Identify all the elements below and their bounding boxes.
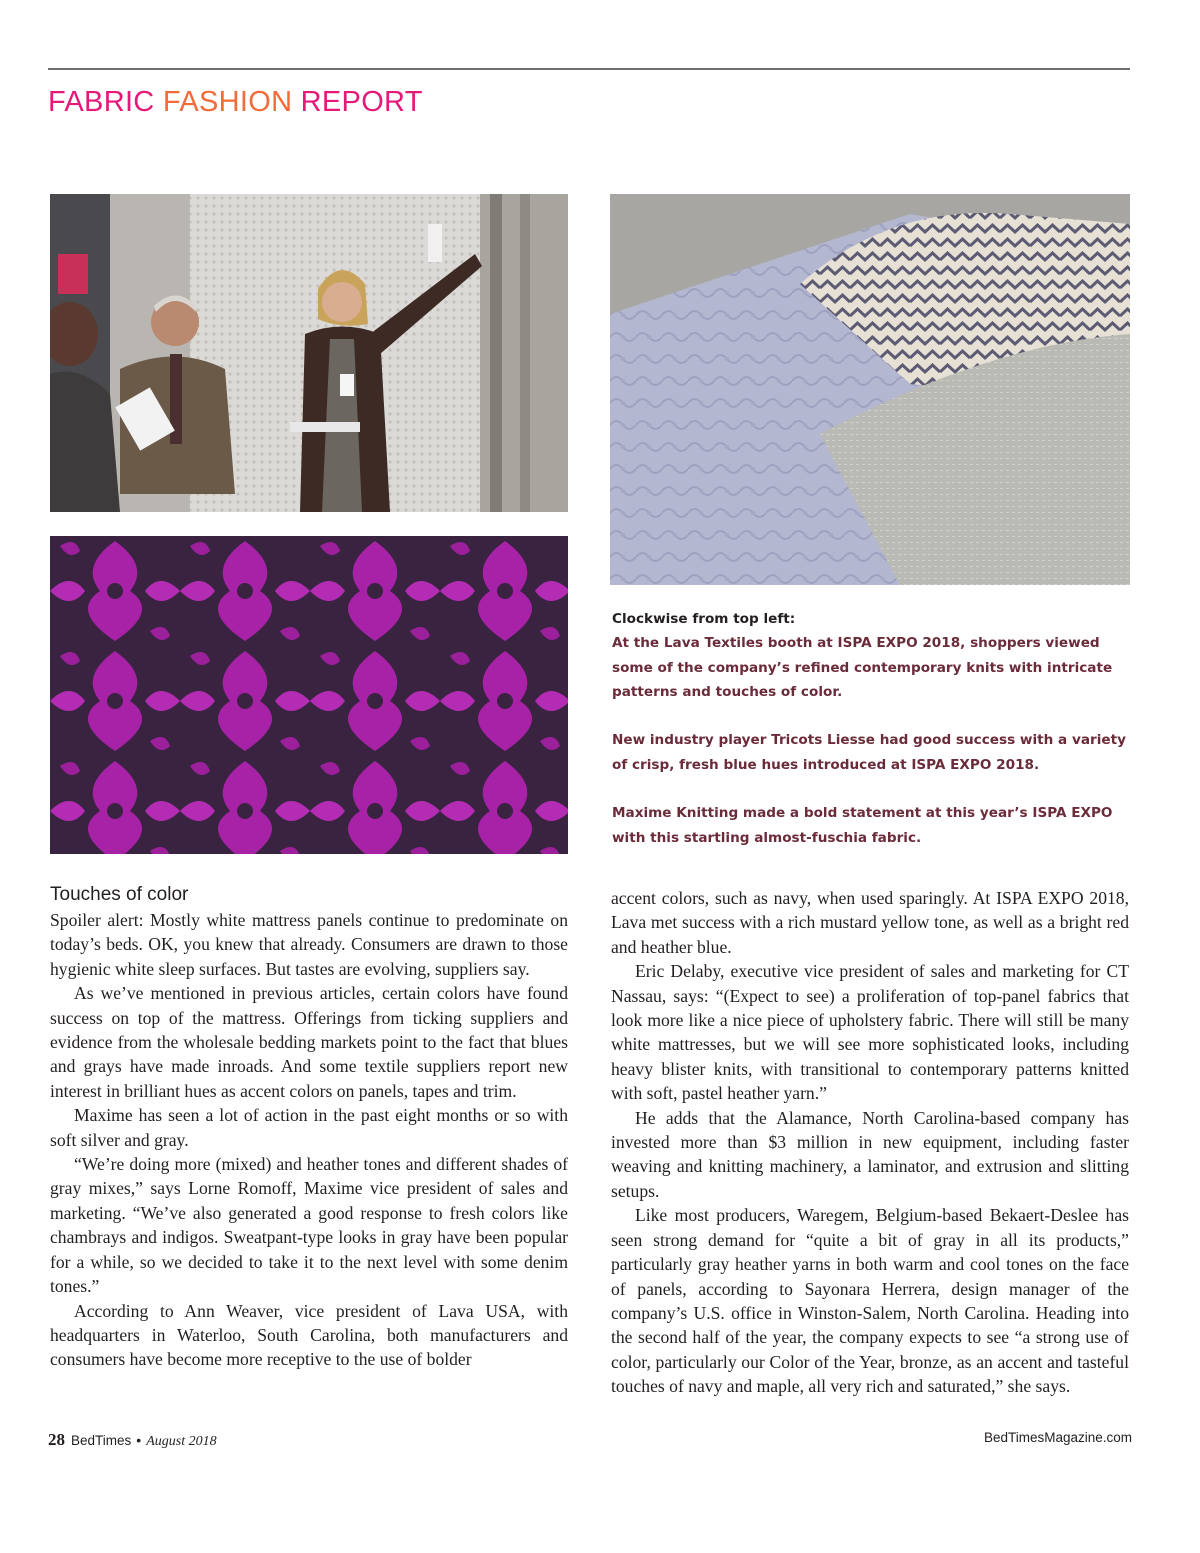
article-paragraph: Maxime has seen a lot of action in the past eight months or so with soft silver and gray. [50, 1105, 568, 1150]
website-link[interactable]: BedTimesMagazine.com [983, 1430, 1132, 1445]
caption-heading: Clockwise from top left: [612, 611, 796, 627]
title-word-report: REPORT [300, 86, 423, 118]
photo-blue-fabric-swatches [610, 194, 1130, 585]
article-subhead: Touches of color [50, 884, 189, 905]
article-paragraph: According to Ann Weaver, vice president of Lava USA, with headquarters in Waterloo, South Carolina, both manufacturers and consumers have become more receptive to the use of bolder [50, 1300, 568, 1370]
photo-caption [612, 607, 1132, 850]
article-paragraph: He adds that the Alamance, North Carolina-based company has invested more than $3 million in new equipment, including faster weaving and knitting machinery, a laminator, and extrusion and slitting setups. [611, 1107, 1129, 1201]
title-word-fashion: FASHION [162, 86, 301, 118]
page-footer-left [48, 1430, 217, 1450]
article-column-right [611, 886, 1129, 1399]
caption-item: New industry player Tricots Liesse had good success with a variety of crisp, fresh blue hues introduced at ISPA EXPO 2018. [612, 732, 1126, 773]
article-paragraph: Like most producers, Waregem, Belgium-based Bekaert-Deslee has seen strong demand for “quite a bit of gray in all its products,” particularly gray heather yarns in both warm and cool tones on the face of panels, according to Sayonara Herrera, design manager of the company’s U.S. office in Winston-Salem, North Carolina. Heading into the second half of the year, the company expects to see “a strong use of color, particularly our Color of the Year, bronze, as an accent and tasteful touches of navy and maple, all very rich and saturated,” she says. [611, 1205, 1129, 1397]
page-number: 28 [48, 1430, 65, 1449]
photo-fuchsia-damask-fabric [50, 536, 568, 854]
article-paragraph: “We’re doing more (mixed) and heather tones and different shades of gray mixes,” says Lorne Romoff, Maxime vice president of sales and marketing. “We’ve also generated a good response to fresh colors like chambrays and indigos. Sweatpant-type looks in gray have been popular for a while, so we decided to take it to the next level with some denim tones.” [50, 1154, 568, 1297]
article-paragraph: As we’ve mentioned in previous articles, certain colors have found success on top of the mattress. Offerings from ticking suppliers and evidence from the wholesale bedding markets point to the fact that blues and grays have made inroads. And some textile suppliers report new interest in brilliant hues as accent colors on panels, tapes and trim. [50, 983, 568, 1101]
article-paragraph: accent colors, such as navy, when used sparingly. At ISPA EXPO 2018, Lava met success with a rich mustard yellow tone, as well as a bright red and heather blue. [611, 888, 1129, 957]
caption-item: At the Lava Textiles booth at ISPA EXPO 2018, shoppers viewed some of the company’s refined contemporary knits with intricate patterns and touches of color. [612, 635, 1113, 700]
issue-date: August 2018 [146, 1434, 217, 1449]
photo-lava-textiles-booth [50, 194, 568, 512]
footer-separator: • [136, 1432, 142, 1448]
header-rule [48, 68, 1130, 70]
article-paragraph: Spoiler alert: Mostly white mattress panels continue to predominate on today’s beds. OK, you knew that already. Consumers are drawn to those hygienic white sleep surfaces. But tastes are evolving, suppliers say. [50, 910, 568, 979]
caption-item: Maxime Knitting made a bold statement at this year’s ISPA EXPO with this startling almost-fuschia fabric. [612, 805, 1113, 846]
magazine-name: BedTimes [71, 1433, 132, 1448]
article-column-left [50, 882, 568, 1372]
section-title [48, 86, 423, 119]
title-word-fabric: FABRIC [48, 86, 163, 118]
article-paragraph: Eric Delaby, executive vice president of sales and marketing for CT Nassau, says: “(Expect to see) a proliferation of top-panel fabrics that look more like a nice piece of upholstery fabric. There will still be many white mattresses, but we will see more sophisticated looks, including heavy blister knits, with transitional to contemporary patterns knitted with soft, pastel heather yarn.” [611, 961, 1129, 1104]
